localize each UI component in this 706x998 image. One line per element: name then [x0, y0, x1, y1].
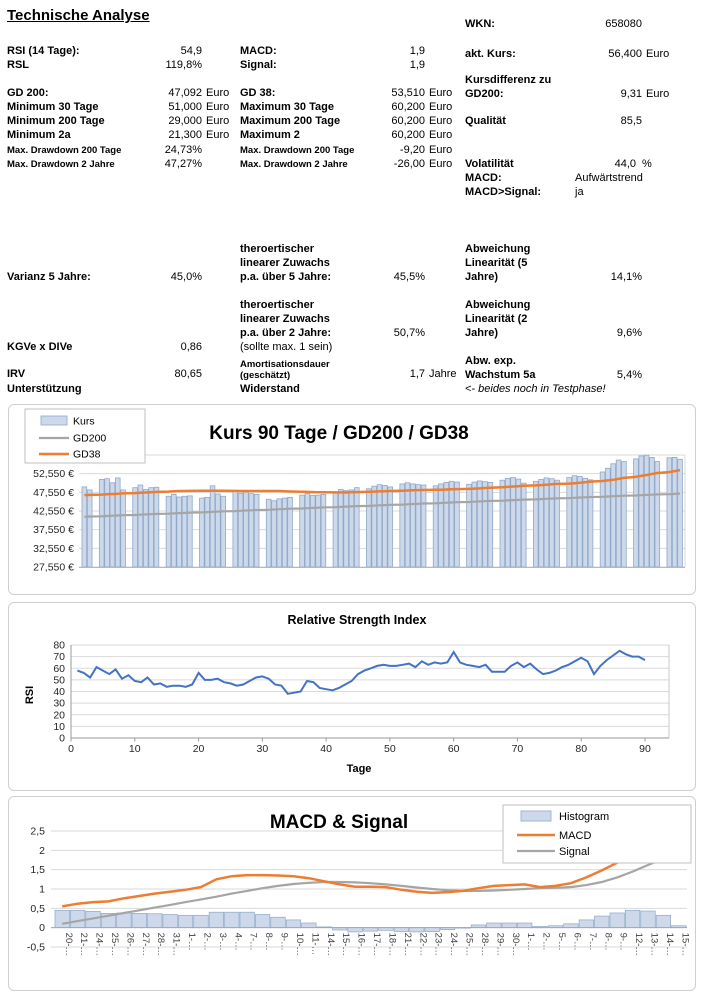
kurs-bar: [516, 479, 521, 567]
histogram-bar: [625, 910, 639, 927]
irv-value: 80,65: [174, 368, 202, 380]
max200-label: Maximum 200 Tage: [240, 115, 341, 127]
x-axis-category-label: 18-…: [386, 932, 398, 956]
x-axis-category-label: 4-…: [232, 932, 244, 951]
zuwachs5-label-1: theroertischer: [240, 243, 314, 255]
akt-kurs-label: akt. Kurs:: [465, 48, 516, 60]
akt-kurs-value: 56,400: [608, 48, 642, 60]
histogram-bar: [178, 915, 192, 927]
y-axis-tick-label: 0: [39, 922, 45, 935]
kurs-bar: [544, 478, 549, 567]
kurs-bar: [300, 495, 305, 567]
x-axis-category-label: 16-…: [355, 932, 367, 956]
x-axis-category-label: 15-…: [340, 932, 352, 956]
kurs-bar: [233, 491, 238, 567]
x-axis-tick-label: 50: [384, 743, 396, 755]
histogram-bar: [610, 913, 624, 928]
kurs-bar: [138, 485, 143, 567]
kurs-bar: [105, 479, 110, 567]
y-axis-tick-label: 2: [39, 844, 45, 857]
kurs-bar: [338, 490, 343, 567]
x-axis-category-label: 3-…: [216, 932, 228, 951]
y-axis-tick-label: 0: [59, 732, 65, 745]
mdd200-mid-label: Max. Drawdown 200 Tage: [240, 145, 355, 156]
x-axis-tick-label: 0: [68, 743, 74, 755]
kurs-bar: [588, 480, 593, 567]
kurs-bar: [521, 483, 526, 567]
kurs-bar: [333, 493, 338, 567]
zuwachs5-label-3: p.a. über 5 Jahre:: [240, 271, 332, 283]
y-axis-tick-label: 47,550 €: [33, 486, 74, 499]
qualitaet-value: 85,5: [620, 115, 642, 127]
x-axis-category-label: 24-…: [93, 932, 105, 956]
histogram-bar: [240, 912, 254, 927]
x-axis-category-label: 14-…: [324, 932, 336, 956]
kurs-bar: [188, 496, 193, 567]
y-axis-tick-label: 27,550 €: [33, 561, 74, 574]
kurs-bar: [166, 496, 171, 567]
widerstand-label: Widerstand: [240, 383, 300, 395]
kurs-bar: [421, 485, 426, 567]
rsi-chart: [9, 603, 695, 790]
x-axis-category-label: 1-…: [525, 932, 537, 951]
kurs-bar: [82, 487, 87, 567]
kurs-bar: [467, 484, 472, 567]
x-axis-category-label: 17-…: [371, 932, 383, 956]
kurs-bar: [221, 496, 226, 567]
abw2-label-3: Jahre): [465, 327, 499, 339]
x-axis-tick-label: 30: [256, 743, 269, 755]
y-axis-tick-label: 80: [53, 639, 65, 652]
x-axis-category-label: 30-…: [509, 932, 521, 956]
x-axis-tick-label: 90: [639, 743, 651, 755]
x-axis-category-label: 21-…: [78, 932, 90, 956]
max2-value: 60,200: [391, 129, 425, 141]
y-axis-tick-label: 42,550 €: [33, 505, 74, 518]
kurs-bar: [411, 484, 416, 567]
y-axis-tick-label: 30: [53, 697, 65, 710]
kurs-bar: [99, 479, 104, 567]
histogram-bar: [363, 928, 377, 931]
akt-kurs-unit: Euro: [646, 48, 670, 60]
kurs-bar: [238, 493, 243, 567]
abw5-label-2: Linearität (5: [465, 257, 528, 269]
legend-label-gd200: GD200: [73, 432, 107, 445]
x-axis-category-label: 9-…: [617, 932, 629, 951]
x-axis-category-label: 6-…: [571, 932, 583, 951]
kgve-value: 0,86: [180, 341, 202, 353]
x-axis-category-label: 9-…: [278, 932, 290, 951]
x-axis-category-label: 2-…: [201, 932, 213, 951]
kurs-bar: [455, 482, 460, 567]
histogram-bar: [641, 911, 655, 928]
kurs-bar: [539, 479, 544, 567]
kurs-bar: [377, 485, 382, 567]
abw-exp-label-2: Wachstum 5a: [465, 369, 536, 381]
max2-label: Maximum 2: [240, 129, 300, 141]
min2a-label: Minimum 2a: [7, 129, 71, 141]
histogram-bar: [394, 928, 408, 932]
amort-value: 1,7: [409, 368, 425, 380]
x-axis-tick-label: 20: [192, 743, 205, 755]
abw2-value: 9,6%: [616, 327, 642, 339]
kurs-bar: [606, 468, 611, 567]
irv-label: IRV: [7, 368, 26, 380]
kurs-bar: [305, 494, 310, 567]
kurs-bar: [477, 481, 482, 567]
legend-label-macd: MACD: [559, 830, 592, 842]
kurs-bar: [577, 476, 582, 567]
histogram-bar: [163, 915, 177, 928]
x-axis-category-label: 11-…: [309, 932, 321, 956]
signal-value: 1,9: [409, 59, 425, 71]
y-axis-tick-label: 10: [53, 720, 65, 733]
x-axis-category-label: 26-…: [124, 932, 136, 956]
wkn-label: WKN:: [465, 18, 495, 30]
y-axis-tick-label: 60: [53, 662, 65, 675]
kurs-bar: [110, 483, 115, 567]
x-axis-category-label: 29-…: [494, 932, 506, 956]
kursdiff-unit: Euro: [646, 88, 670, 100]
kurs-bar: [483, 482, 488, 567]
x-axis-category-label: 28-…: [155, 932, 167, 956]
histogram-bar: [70, 910, 84, 927]
signal-label: Signal:: [240, 59, 277, 71]
max2-unit: Euro: [429, 129, 453, 141]
mdd2-left-value: 47,27%: [164, 158, 202, 170]
kurs-chart: [9, 405, 695, 594]
amort-unit: Jahre: [429, 368, 457, 380]
kurs-bar: [310, 496, 315, 567]
kurs-bar: [555, 480, 560, 567]
kurs-bar: [372, 486, 377, 567]
kurs-bar: [600, 472, 605, 567]
x-axis-category-label: 12-…: [633, 932, 645, 956]
kurs-bar: [639, 456, 644, 567]
histogram-bar: [502, 923, 516, 928]
kurs-bar: [678, 459, 683, 567]
y-axis-tick-label: 52,550 €: [33, 468, 74, 481]
amort-label-2: (geschätzt): [240, 370, 291, 381]
qualitaet-label: Qualität: [465, 115, 506, 127]
macd-value: 1,9: [409, 45, 425, 57]
kurs-bar: [321, 494, 326, 567]
kurs-bar: [472, 482, 477, 567]
kurs-bar: [254, 494, 259, 567]
x-axis-category-label: 5-…: [556, 932, 568, 951]
kurs-bar: [416, 485, 421, 567]
max30-label: Maximum 30 Tage: [240, 101, 334, 113]
histogram-bar: [117, 913, 131, 928]
kurs-bar: [383, 485, 388, 567]
y-axis-tick-label: 1: [39, 883, 45, 896]
rsi-label: RSI (14 Tage):: [7, 45, 80, 57]
histogram-bar: [225, 912, 239, 927]
x-axis-category-label: 14-…: [663, 932, 675, 956]
wkn-value: 658080: [605, 18, 642, 30]
x-axis-title: Tage: [346, 763, 372, 775]
kurs-bar: [182, 496, 187, 567]
kurs-bar: [500, 480, 505, 567]
abw5-label-3: Jahre): [465, 271, 499, 283]
x-axis-category-label: 25-…: [108, 932, 120, 956]
volatilitaet-value: 44,0: [614, 158, 636, 170]
kurs-bar: [533, 481, 538, 567]
x-axis-category-label: 15-…: [679, 932, 691, 956]
y-axis-tick-label: 1,5: [30, 864, 45, 877]
gd38-value: 53,510: [391, 87, 425, 99]
kurs-bar: [549, 479, 554, 567]
mdd2-mid-value: -26,00: [393, 158, 425, 170]
kurs-bar: [433, 486, 438, 567]
histogram-bar: [579, 920, 593, 928]
min200-unit: Euro: [206, 115, 230, 127]
x-axis-category-label: 10-…: [293, 932, 305, 956]
mdd2-left-label: Max. Drawdown 2 Jahre: [7, 159, 115, 170]
min30-value: 51,000: [168, 101, 202, 113]
x-axis-tick-label: 60: [447, 743, 460, 755]
kurs-bar: [121, 490, 126, 567]
histogram-bar: [487, 923, 501, 928]
chart-title: Kurs 90 Tage / GD200 / GD38: [209, 423, 469, 444]
macd-trend-value: Aufwärtstrend: [575, 172, 643, 184]
mdd200-mid-value: -9,20: [399, 144, 425, 156]
kurs-bar: [115, 478, 120, 567]
abw5-value: 14,1%: [610, 271, 642, 283]
kurs-bar: [354, 488, 359, 567]
macd-gt-signal-label: MACD>Signal:: [465, 186, 542, 198]
legend-histogram-swatch: [521, 811, 551, 821]
kurs-bar: [511, 478, 516, 567]
abw-exp-value: 5,4%: [616, 369, 642, 381]
x-axis-category-label: 22-…: [417, 932, 429, 956]
gd38-unit: Euro: [429, 87, 453, 99]
rsl-value: 119,8%: [165, 59, 202, 71]
histogram-bar: [595, 916, 609, 928]
abw2-label-2: Linearität (2: [465, 313, 528, 325]
kurs-bar: [316, 495, 321, 567]
y-axis-tick-label: 2,5: [30, 825, 45, 838]
histogram-bar: [55, 910, 69, 927]
max200-unit: Euro: [429, 115, 453, 127]
x-axis-tick-label: 40: [320, 743, 332, 755]
y-axis-tick-label: 50: [53, 674, 65, 687]
kurs-bar: [249, 494, 254, 567]
mdd2-mid-label: Max. Drawdown 2 Jahre: [240, 159, 348, 170]
legend-label-signal: Signal: [559, 846, 590, 858]
kurs-bar: [143, 490, 148, 567]
legend-label-kurs: Kurs: [73, 415, 95, 428]
kurs-bar: [572, 476, 577, 567]
chart-title: Relative Strength Index: [287, 613, 427, 627]
kurs-bar: [149, 488, 154, 567]
x-axis-category-label: 24-…: [448, 932, 460, 956]
unterstuetzung-label: Unterstützung: [7, 383, 82, 395]
macd-trend-label: MACD:: [465, 172, 502, 184]
x-axis-category-label: 1-…: [186, 932, 198, 951]
min200-value: 29,000: [168, 115, 202, 127]
zuwachs2-label-1: theroertischer: [240, 299, 314, 311]
histogram-bar: [132, 913, 146, 927]
kurs-bar: [388, 487, 393, 567]
legend-label-histogram: Histogram: [559, 811, 610, 823]
y-axis-tick-label: 40: [53, 686, 65, 698]
rsi-value: 54,9: [180, 45, 202, 57]
kurs-bar: [634, 459, 639, 567]
rsl-label: RSL: [7, 59, 29, 71]
x-axis-tick-label: 70: [511, 743, 524, 755]
amort-label-1: Amortisationsdauer: [240, 359, 330, 370]
abw-exp-label-1: Abw. exp.: [465, 355, 516, 367]
kursdiff-label-2: GD200:: [465, 88, 504, 100]
kurs-bar: [210, 486, 215, 567]
kurs-bar: [672, 457, 677, 567]
page-title: Technische Analyse: [7, 7, 150, 24]
histogram-bar: [348, 928, 362, 932]
x-axis-category-label: 23-…: [432, 932, 444, 956]
chart-title: MACD & Signal: [269, 812, 409, 833]
kurs-bar: [133, 488, 138, 567]
x-axis-category-label: 28-…: [478, 932, 490, 956]
zuwachs2-value: 50,7%: [393, 327, 425, 339]
kurs-bar: [644, 455, 649, 567]
x-axis-category-label: 7-…: [247, 932, 259, 951]
volatilitaet-label: Volatilität: [465, 158, 514, 170]
min2a-unit: Euro: [206, 129, 230, 141]
mdd200-left-label: Max. Drawdown 200 Tage: [7, 145, 122, 156]
histogram-bar: [286, 920, 300, 928]
x-axis-category-label: 31-…: [170, 932, 182, 956]
gd200-value: 47,092: [168, 87, 202, 99]
y-axis-tick-label: 70: [53, 651, 65, 664]
kurs-bar: [200, 498, 205, 567]
min30-label: Minimum 30 Tage: [7, 101, 99, 113]
legend-kurs-swatch: [41, 416, 67, 425]
max200-value: 60,200: [391, 115, 425, 127]
x-axis-category-label: 20-…: [62, 932, 74, 956]
macd-gt-signal-value: ja: [575, 186, 584, 198]
histogram-bar: [194, 915, 208, 927]
kurs-bar: [400, 484, 405, 567]
kurs-bar: [216, 494, 221, 567]
kurs-bar: [171, 494, 176, 567]
gd38-label: GD 38:: [240, 87, 276, 99]
abw2-label-1: Abweichung: [465, 299, 531, 311]
kurs-bar: [444, 482, 449, 567]
kurs-bar: [154, 487, 159, 567]
histogram-bar: [564, 924, 578, 928]
kurs-bar: [616, 460, 621, 567]
zuwachs5-value: 45,5%: [393, 271, 425, 283]
x-axis-category-label: 25-…: [463, 932, 475, 956]
kurs-bar: [405, 483, 410, 567]
histogram-bar: [410, 928, 424, 932]
varianz-label: Varianz 5 Jahre:: [7, 271, 91, 283]
rsi-chart-panel: [8, 602, 696, 791]
histogram-bar: [302, 923, 316, 928]
zuwachs2-note: (sollte max. 1 sein): [240, 341, 333, 353]
kurs-chart-panel: [8, 404, 696, 595]
histogram-bar: [656, 915, 670, 927]
gd200-label: GD 200:: [7, 87, 49, 99]
rsi-line: [77, 651, 645, 694]
kursdiff-label-1: Kursdifferenz zu: [465, 74, 552, 86]
kurs-bar: [87, 490, 92, 567]
gd200-unit: Euro: [206, 87, 230, 99]
x-axis-category-label: 27-…: [139, 932, 151, 956]
x-axis-tick-label: 80: [575, 743, 588, 755]
kurs-bar: [177, 497, 182, 567]
kurs-bar: [655, 462, 660, 567]
kurs-bar: [366, 489, 371, 567]
kurs-bar: [583, 478, 588, 567]
min2a-value: 21,300: [168, 129, 202, 141]
kurs-bar: [449, 481, 454, 567]
x-axis-category-label: 7-…: [586, 932, 598, 951]
y-axis-tick-label: 37,550 €: [33, 524, 74, 537]
x-axis-category-label: 21-…: [401, 932, 413, 956]
kurs-bar: [505, 478, 510, 567]
kurs-bar: [205, 497, 210, 567]
macd-chart: [9, 797, 695, 990]
histogram-bar: [271, 917, 285, 927]
kurs-bar: [488, 482, 493, 567]
abw5-label-1: Abweichung: [465, 243, 531, 255]
mdd2-mid-unit: Euro: [429, 158, 453, 170]
y-axis-tick-label: -0,5: [26, 941, 45, 954]
x-axis-category-label: 8-…: [602, 932, 614, 951]
kgve-label: KGVe x DIVe: [7, 341, 73, 353]
x-axis-category-label: 2-…: [540, 932, 552, 951]
x-axis-tick-label: 10: [128, 743, 141, 755]
kurs-bar: [344, 491, 349, 567]
kurs-bar: [244, 492, 249, 567]
max30-value: 60,200: [391, 101, 425, 113]
macd-chart-panel: [8, 796, 696, 991]
kursdiff-value: 9,31: [620, 88, 642, 100]
volatilitaet-unit: %: [642, 158, 652, 170]
histogram-bar: [517, 923, 531, 928]
histogram-bar: [255, 915, 269, 928]
kurs-bar: [349, 490, 354, 567]
testphase-note: <- beides noch in Testphase!: [465, 383, 606, 395]
macd-label: MACD:: [240, 45, 277, 57]
legend-label-gd38: GD38: [73, 448, 101, 461]
kurs-bar: [567, 478, 572, 567]
histogram-bar: [209, 912, 223, 927]
zuwachs2-label-2: linearer Zuwachs: [240, 313, 330, 325]
kurs-bar: [439, 484, 444, 567]
y-axis-tick-label: 20: [53, 709, 65, 722]
y-axis-tick-label: 0,5: [30, 902, 45, 915]
histogram-bar: [147, 914, 161, 928]
x-axis-category-label: 13-…: [648, 932, 660, 956]
min30-unit: Euro: [206, 101, 230, 113]
zuwachs2-label-3: p.a. über 2 Jahre:: [240, 327, 332, 339]
kurs-bar: [667, 458, 672, 567]
mdd200-mid-unit: Euro: [429, 144, 453, 156]
histogram-bar: [425, 928, 439, 932]
y-axis-tick-label: 32,550 €: [33, 542, 74, 555]
y-axis-title: RSI: [24, 685, 36, 705]
x-axis-category-label: 8-…: [263, 932, 275, 951]
min200-label: Minimum 200 Tage: [7, 115, 105, 127]
mdd200-left-value: 24,73%: [164, 144, 202, 156]
varianz-value: 45,0%: [170, 271, 202, 283]
max30-unit: Euro: [429, 101, 453, 113]
zuwachs5-label-2: linearer Zuwachs: [240, 257, 330, 269]
